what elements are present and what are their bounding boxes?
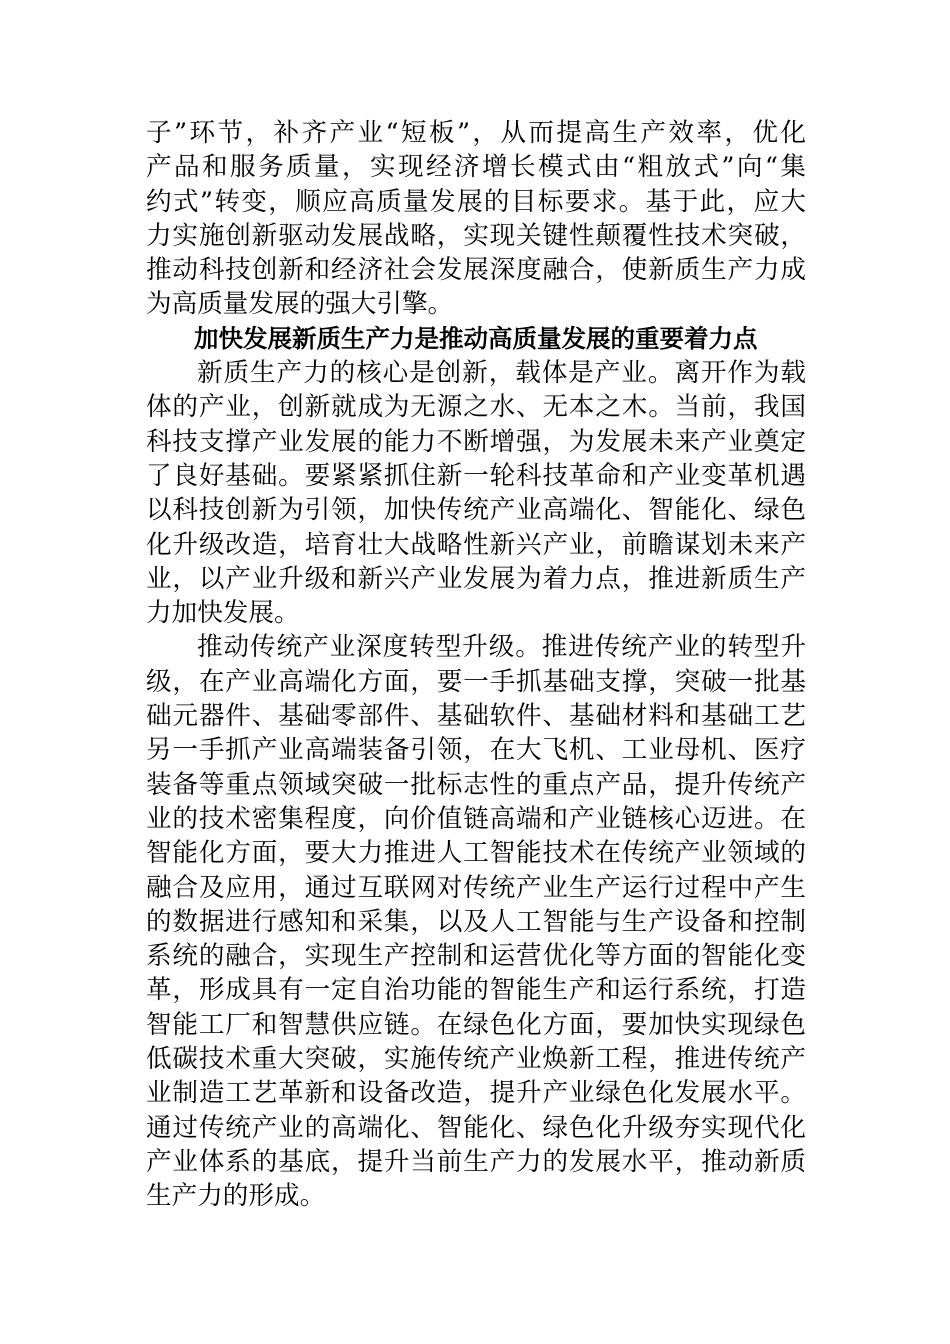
paragraph-3-body	[146, 665, 806, 1214]
text-line: 力实施创新驱动发展战略，实现关键性颠覆性技术突破，	[146, 220, 806, 251]
section-heading: 加快发展新质生产力是推动高质量发展的重要着力点	[194, 323, 758, 353]
text-line: 的数据进行感知和采集，以及人工智能与生产设备和控制	[146, 906, 806, 937]
text-line: 子”环节，补齐产业“短板”，从而提高生产效率，优化	[146, 118, 806, 148]
text-line: 业制造工艺革新和设备改造，提升产业绿色化发展水平。	[146, 1078, 806, 1109]
text-line: 力加快发展。	[146, 598, 300, 629]
text-line: 约式”转变，顺应高质量发展的目标要求。基于此，应大	[146, 186, 806, 217]
text-line: 化升级改造，培育壮大战略性新兴产业，前瞻谋划未来产	[146, 529, 806, 560]
text-line: 低碳技术重大突破，实施传统产业焕新工程，推进传统产	[146, 1044, 806, 1075]
text-line: 革，形成具有一定自治功能的智能生产和运行系统，打造	[146, 975, 806, 1006]
text-line: 系统的融合，实现生产控制和运营优化等方面的智能化变	[146, 941, 806, 972]
paragraph-2	[197, 356, 806, 390]
text-line: 业，以产业升级和新兴产业发展为着力点，推进新质生产	[146, 563, 806, 594]
text-line: 推动传统产业深度转型升级。推进传统产业的转型升	[197, 632, 806, 663]
text-line: 装备等重点领域突破一批标志性的重点产品，提升传统产	[146, 769, 806, 800]
paragraph-2-body	[146, 390, 806, 630]
text-line: 为高质量发展的强大引擎。	[146, 289, 454, 320]
document-page	[146, 116, 806, 1214]
text-line: 智能工厂和智慧供应链。在绿色化方面，要加快实现绿色	[146, 1009, 806, 1040]
text-line: 推动科技创新和经济社会发展深度融合，使新质生产力成	[146, 255, 806, 286]
text-line: 通过传统产业的高端化、智能化、绿色化升级夯实现代化	[146, 1112, 806, 1143]
paragraph-3	[197, 630, 806, 664]
text-line: 新质生产力的核心是创新，载体是产业。离开作为载	[197, 358, 806, 389]
text-line: 产业体系的基底，提升当前生产力的发展水平，推动新质	[146, 1146, 806, 1177]
text-line: 融合及应用，通过互联网对传统产业生产运行过程中产生	[146, 872, 806, 903]
text-line: 另一手抓产业高端装备引领，在大飞机、工业母机、医疗	[146, 735, 806, 766]
text-line: 体的产业，创新就成为无源之水、无本之木。当前，我国	[146, 392, 806, 423]
text-line: 科技支撑产业发展的能力不断增强，为发展未来产业奠定	[146, 426, 806, 457]
text-line: 生产力的形成。	[146, 1181, 326, 1212]
text-line: 级，在产业高端化方面，要一手抓基础支撑，突破一批基	[146, 666, 806, 697]
text-line: 以科技创新为引领，加快传统产业高端化、智能化、绿色	[146, 495, 806, 526]
text-line: 了良好基础。要紧紧抓住新一轮科技革命和产业变革机遇	[146, 460, 806, 491]
text-line: 产品和服务质量，实现经济增长模式由“粗放式”向“集	[146, 152, 806, 183]
text-line: 础元器件、基础零部件、基础软件、基础材料和基础工艺	[146, 701, 806, 732]
text-line: 业的技术密集程度，向价值链高端和产业链核心迈进。在	[146, 803, 806, 834]
text-line: 智能化方面，要大力推进人工智能技术在传统产业领域的	[146, 838, 806, 869]
paragraph-1	[146, 116, 806, 322]
